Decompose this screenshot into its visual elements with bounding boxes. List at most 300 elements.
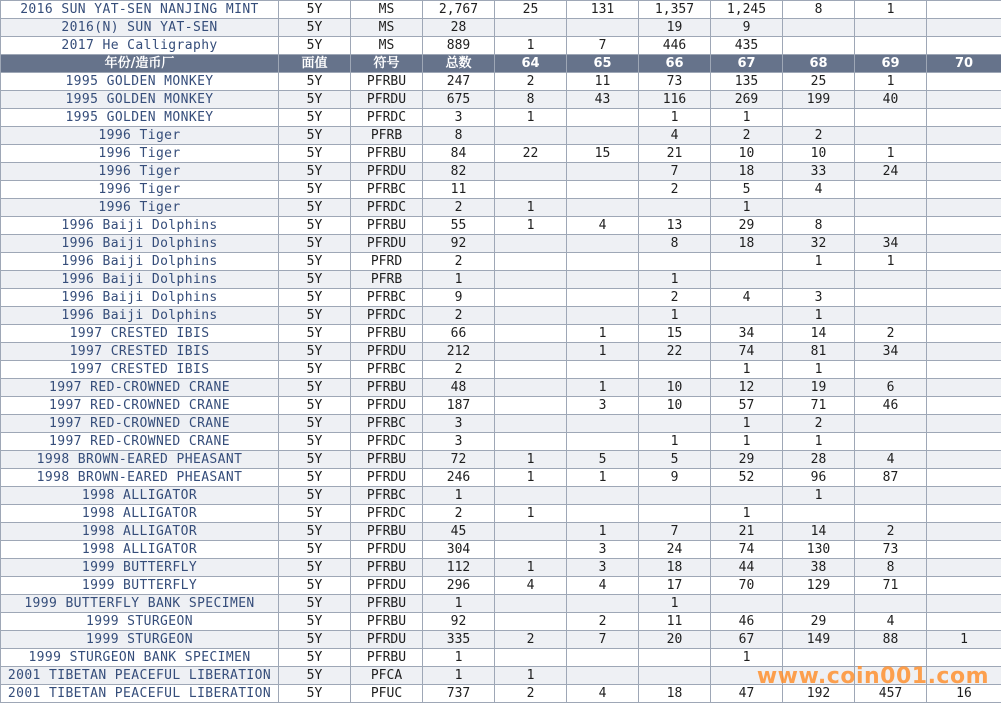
cell-grade-67 [711, 487, 783, 505]
cell-year-mint: 1998 ALLIGATOR [1, 523, 279, 541]
cell-grade-64 [495, 127, 567, 145]
cell-symbol: PFRDU [351, 235, 423, 253]
cell-grade-65: 7 [567, 37, 639, 55]
cell-grade-64 [495, 307, 567, 325]
cell-symbol: PFRD [351, 253, 423, 271]
cell-grade-69 [855, 181, 927, 199]
cell-grade-67: 74 [711, 541, 783, 559]
table-row [1, 433, 1001, 451]
cell-denomination: 5Y [279, 289, 351, 307]
cell-grade-64: 22 [495, 145, 567, 163]
cell-grade-69: 1 [855, 253, 927, 271]
cell-grade-66: 11 [639, 613, 711, 631]
cell-grade-70 [927, 505, 1001, 523]
cell-denomination: 5Y [279, 469, 351, 487]
cell-total: 2 [423, 307, 495, 325]
cell-total: 2 [423, 361, 495, 379]
table-row [1, 271, 1001, 289]
cell-denomination: 5Y [279, 109, 351, 127]
cell-grade-64: 1 [495, 37, 567, 55]
cell-grade-69: 73 [855, 541, 927, 559]
cell-year-mint: 1996 Baiji Dolphins [1, 217, 279, 235]
cell-symbol: PFRDU [351, 343, 423, 361]
cell-grade-70 [927, 595, 1001, 613]
cell-total: 737 [423, 685, 495, 703]
cell-year-mint: 1999 BUTTERFLY BANK SPECIMEN [1, 595, 279, 613]
cell-grade-65 [567, 19, 639, 37]
cell-grade-67: 12 [711, 379, 783, 397]
cell-grade-68: 38 [783, 559, 855, 577]
cell-grade-66: 15 [639, 325, 711, 343]
cell-grade-67: 1,245 [711, 1, 783, 19]
cell-denomination: 5Y [279, 91, 351, 109]
cell-grade-66: 1 [639, 595, 711, 613]
cell-year-mint: 1999 BUTTERFLY [1, 577, 279, 595]
cell-grade-69 [855, 217, 927, 235]
cell-grade-65: 15 [567, 145, 639, 163]
cell-grade-65 [567, 595, 639, 613]
cell-grade-67 [711, 595, 783, 613]
table-row [1, 469, 1001, 487]
header-cell-grade-65: 65 [567, 55, 639, 73]
cell-denomination: 5Y [279, 37, 351, 55]
cell-grade-67: 70 [711, 577, 783, 595]
cell-total: 84 [423, 145, 495, 163]
cell-grade-68: 19 [783, 379, 855, 397]
cell-total: 212 [423, 343, 495, 361]
table-row [1, 505, 1001, 523]
cell-symbol: MS [351, 1, 423, 19]
cell-grade-69 [855, 361, 927, 379]
cell-year-mint: 1997 RED-CROWNED CRANE [1, 379, 279, 397]
cell-grade-67: 1 [711, 505, 783, 523]
site-watermark: www.coin001.com [756, 664, 989, 689]
cell-grade-69: 4 [855, 451, 927, 469]
cell-grade-68: 1 [783, 487, 855, 505]
cell-grade-65: 43 [567, 91, 639, 109]
cell-grade-68 [783, 595, 855, 613]
cell-grade-67: 1 [711, 649, 783, 667]
cell-grade-64 [495, 235, 567, 253]
cell-total: 1 [423, 487, 495, 505]
table-row [1, 73, 1001, 91]
cell-year-mint: 1996 Baiji Dolphins [1, 271, 279, 289]
cell-grade-68: 8 [783, 217, 855, 235]
table-row [1, 181, 1001, 199]
cell-grade-65 [567, 667, 639, 685]
cell-grade-70 [927, 397, 1001, 415]
header-cell-grade-70: 70 [927, 55, 1001, 73]
cell-grade-65 [567, 415, 639, 433]
cell-grade-69 [855, 289, 927, 307]
cell-denomination: 5Y [279, 307, 351, 325]
cell-grade-70 [927, 523, 1001, 541]
cell-grade-69: 34 [855, 343, 927, 361]
cell-grade-68: 81 [783, 343, 855, 361]
cell-grade-68: 129 [783, 577, 855, 595]
cell-grade-68 [783, 37, 855, 55]
cell-total: 45 [423, 523, 495, 541]
cell-grade-70 [927, 451, 1001, 469]
cell-grade-70 [927, 289, 1001, 307]
cell-grade-70 [927, 235, 1001, 253]
cell-denomination: 5Y [279, 199, 351, 217]
cell-grade-67: 67 [711, 631, 783, 649]
cell-grade-65 [567, 487, 639, 505]
cell-symbol: MS [351, 37, 423, 55]
cell-year-mint: 1998 BROWN-EARED PHEASANT [1, 451, 279, 469]
cell-symbol: MS [351, 19, 423, 37]
cell-denomination: 5Y [279, 631, 351, 649]
cell-grade-67 [711, 271, 783, 289]
cell-grade-68: 3 [783, 289, 855, 307]
cell-denomination: 5Y [279, 613, 351, 631]
cell-grade-64: 4 [495, 577, 567, 595]
table-row [1, 379, 1001, 397]
cell-symbol: PFRBC [351, 181, 423, 199]
cell-grade-66: 13 [639, 217, 711, 235]
cell-symbol: PFRBU [351, 73, 423, 91]
cell-grade-69 [855, 127, 927, 145]
cell-grade-69: 88 [855, 631, 927, 649]
cell-symbol: PFRDU [351, 91, 423, 109]
cell-grade-66 [639, 361, 711, 379]
cell-grade-66: 1 [639, 307, 711, 325]
table-row [1, 289, 1001, 307]
cell-grade-70 [927, 217, 1001, 235]
cell-grade-66: 17 [639, 577, 711, 595]
cell-grade-67: 5 [711, 181, 783, 199]
header-cell-symbol: 符号 [351, 55, 423, 73]
cell-grade-69: 34 [855, 235, 927, 253]
cell-year-mint: 1997 RED-CROWNED CRANE [1, 397, 279, 415]
cell-grade-65: 1 [567, 325, 639, 343]
cell-denomination: 5Y [279, 271, 351, 289]
cell-grade-64 [495, 379, 567, 397]
cell-symbol: PFUC [351, 685, 423, 703]
cell-grade-64 [495, 541, 567, 559]
cell-grade-66: 446 [639, 37, 711, 55]
cell-denomination: 5Y [279, 379, 351, 397]
cell-grade-68: 2 [783, 127, 855, 145]
cell-grade-67: 1 [711, 199, 783, 217]
cell-grade-65: 131 [567, 1, 639, 19]
cell-grade-69: 1 [855, 1, 927, 19]
cell-grade-64 [495, 649, 567, 667]
cell-grade-65 [567, 127, 639, 145]
cell-grade-65: 1 [567, 469, 639, 487]
cell-grade-70 [927, 181, 1001, 199]
cell-grade-66: 4 [639, 127, 711, 145]
cell-grade-69 [855, 271, 927, 289]
cell-grade-64: 1 [495, 469, 567, 487]
cell-year-mint: 1996 Tiger [1, 163, 279, 181]
cell-denomination: 5Y [279, 181, 351, 199]
cell-total: 72 [423, 451, 495, 469]
cell-year-mint: 1998 ALLIGATOR [1, 541, 279, 559]
cell-grade-69: 6 [855, 379, 927, 397]
cell-grade-66 [639, 415, 711, 433]
table-row [1, 109, 1001, 127]
table-row [1, 361, 1001, 379]
cell-total: 28 [423, 19, 495, 37]
cell-grade-67: 1 [711, 433, 783, 451]
table-row [1, 595, 1001, 613]
cell-grade-69 [855, 199, 927, 217]
cell-grade-69: 71 [855, 577, 927, 595]
cell-total: 889 [423, 37, 495, 55]
cell-grade-66 [639, 199, 711, 217]
cell-grade-70 [927, 127, 1001, 145]
cell-grade-68: 1 [783, 361, 855, 379]
cell-grade-67: 9 [711, 19, 783, 37]
cell-denomination: 5Y [279, 73, 351, 91]
cell-grade-70 [927, 163, 1001, 181]
cell-grade-70: 1 [927, 631, 1001, 649]
cell-symbol: PFRB [351, 271, 423, 289]
cell-year-mint: 2017 He Calligraphy [1, 37, 279, 55]
cell-grade-70 [927, 91, 1001, 109]
cell-year-mint: 1996 Baiji Dolphins [1, 253, 279, 271]
cell-grade-69 [855, 19, 927, 37]
cell-grade-66: 5 [639, 451, 711, 469]
cell-year-mint: 1996 Baiji Dolphins [1, 235, 279, 253]
cell-grade-68 [783, 19, 855, 37]
cell-symbol: PFRDC [351, 199, 423, 217]
cell-grade-67 [711, 307, 783, 325]
cell-grade-66: 19 [639, 19, 711, 37]
cell-total: 11 [423, 181, 495, 199]
cell-symbol: PFRBU [351, 595, 423, 613]
cell-grade-65 [567, 649, 639, 667]
cell-total: 82 [423, 163, 495, 181]
cell-total: 9 [423, 289, 495, 307]
cell-year-mint: 1997 RED-CROWNED CRANE [1, 415, 279, 433]
cell-denomination: 5Y [279, 253, 351, 271]
cell-total: 2,767 [423, 1, 495, 19]
cell-grade-64 [495, 433, 567, 451]
cell-year-mint: 1996 Tiger [1, 181, 279, 199]
cell-grade-64 [495, 487, 567, 505]
table-row [1, 307, 1001, 325]
header-cell-total: 总数 [423, 55, 495, 73]
cell-grade-68: 1 [783, 307, 855, 325]
cell-grade-64 [495, 361, 567, 379]
cell-denomination: 5Y [279, 577, 351, 595]
cell-grade-65 [567, 163, 639, 181]
cell-grade-69 [855, 307, 927, 325]
cell-denomination: 5Y [279, 595, 351, 613]
cell-grade-66: 73 [639, 73, 711, 91]
cell-grade-69: 1 [855, 145, 927, 163]
cell-grade-67: 34 [711, 325, 783, 343]
cell-grade-67: 74 [711, 343, 783, 361]
cell-grade-69 [855, 433, 927, 451]
table-row [1, 253, 1001, 271]
cell-denomination: 5Y [279, 523, 351, 541]
cell-denomination: 5Y [279, 397, 351, 415]
cell-grade-65: 4 [567, 685, 639, 703]
cell-grade-66: 10 [639, 379, 711, 397]
cell-grade-66 [639, 649, 711, 667]
cell-grade-65 [567, 235, 639, 253]
cell-symbol: PFRB [351, 127, 423, 145]
cell-grade-70 [927, 19, 1001, 37]
cell-grade-68: 14 [783, 325, 855, 343]
cell-year-mint: 1999 STURGEON [1, 613, 279, 631]
table-row [1, 541, 1001, 559]
cell-grade-70 [927, 73, 1001, 91]
cell-year-mint: 1995 GOLDEN MONKEY [1, 73, 279, 91]
cell-total: 2 [423, 253, 495, 271]
cell-grade-67: 135 [711, 73, 783, 91]
cell-grade-70 [927, 361, 1001, 379]
cell-grade-67: 44 [711, 559, 783, 577]
cell-grade-68: 71 [783, 397, 855, 415]
cell-denomination: 5Y [279, 19, 351, 37]
cell-grade-68: 1 [783, 433, 855, 451]
cell-total: 112 [423, 559, 495, 577]
cell-symbol: PFRDU [351, 577, 423, 595]
cell-grade-67: 57 [711, 397, 783, 415]
cell-grade-70 [927, 433, 1001, 451]
cell-grade-64 [495, 271, 567, 289]
cell-symbol: PFRBU [351, 559, 423, 577]
cell-grade-66 [639, 505, 711, 523]
cell-grade-64: 1 [495, 505, 567, 523]
cell-denomination: 5Y [279, 685, 351, 703]
cell-total: 48 [423, 379, 495, 397]
table-row [1, 19, 1001, 37]
cell-grade-70 [927, 343, 1001, 361]
cell-total: 92 [423, 235, 495, 253]
cell-grade-69 [855, 415, 927, 433]
table-row [1, 235, 1001, 253]
table-row [1, 487, 1001, 505]
cell-grade-70 [927, 577, 1001, 595]
cell-grade-65: 5 [567, 451, 639, 469]
table-row [1, 451, 1001, 469]
cell-grade-64 [495, 289, 567, 307]
cell-grade-66: 20 [639, 631, 711, 649]
cell-grade-66: 7 [639, 523, 711, 541]
header-cell-denomination: 面值 [279, 55, 351, 73]
cell-grade-64 [495, 19, 567, 37]
cell-grade-69 [855, 487, 927, 505]
cell-grade-69 [855, 109, 927, 127]
table-row [1, 217, 1001, 235]
cell-grade-69 [855, 37, 927, 55]
cell-symbol: PFRBC [351, 361, 423, 379]
cell-year-mint: 1995 GOLDEN MONKEY [1, 91, 279, 109]
cell-grade-66: 2 [639, 181, 711, 199]
cell-grade-70 [927, 325, 1001, 343]
header-row [1, 55, 1001, 73]
cell-grade-65 [567, 181, 639, 199]
header-cell-grade-68: 68 [783, 55, 855, 73]
cell-grade-68: 1 [783, 253, 855, 271]
cell-grade-64: 1 [495, 451, 567, 469]
table-body [1, 1, 1001, 703]
cell-grade-66: 1 [639, 109, 711, 127]
cell-grade-64 [495, 595, 567, 613]
cell-grade-65: 3 [567, 559, 639, 577]
cell-total: 247 [423, 73, 495, 91]
cell-grade-70 [927, 253, 1001, 271]
cell-year-mint: 1996 Baiji Dolphins [1, 289, 279, 307]
table-row [1, 415, 1001, 433]
cell-grade-69: 8 [855, 559, 927, 577]
table-row [1, 397, 1001, 415]
cell-grade-64: 2 [495, 73, 567, 91]
cell-grade-70 [927, 307, 1001, 325]
cell-symbol: PFRDC [351, 433, 423, 451]
cell-grade-68: 25 [783, 73, 855, 91]
table-row [1, 199, 1001, 217]
cell-grade-69: 457 [855, 685, 927, 703]
cell-denomination: 5Y [279, 235, 351, 253]
table-row [1, 127, 1001, 145]
table-row [1, 145, 1001, 163]
cell-grade-65 [567, 307, 639, 325]
table-row [1, 613, 1001, 631]
header-cell-grade-64: 64 [495, 55, 567, 73]
cell-year-mint: 1996 Baiji Dolphins [1, 307, 279, 325]
cell-grade-67: 435 [711, 37, 783, 55]
cell-year-mint: 1998 ALLIGATOR [1, 487, 279, 505]
cell-total: 1 [423, 667, 495, 685]
cell-denomination: 5Y [279, 127, 351, 145]
cell-year-mint: 1995 GOLDEN MONKEY [1, 109, 279, 127]
cell-grade-66 [639, 253, 711, 271]
cell-grade-64: 8 [495, 91, 567, 109]
cell-grade-67: 269 [711, 91, 783, 109]
cell-denomination: 5Y [279, 451, 351, 469]
table-row [1, 577, 1001, 595]
cell-grade-66: 1 [639, 271, 711, 289]
cell-grade-66: 1 [639, 433, 711, 451]
cell-denomination: 5Y [279, 163, 351, 181]
cell-year-mint: 1996 Tiger [1, 127, 279, 145]
cell-grade-66 [639, 667, 711, 685]
cell-grade-68 [783, 109, 855, 127]
cell-grade-67: 18 [711, 235, 783, 253]
cell-grade-65 [567, 505, 639, 523]
cell-grade-67: 1 [711, 361, 783, 379]
cell-grade-69: 40 [855, 91, 927, 109]
header-cell-grade-67: 67 [711, 55, 783, 73]
cell-grade-68: 8 [783, 1, 855, 19]
cell-grade-66: 24 [639, 541, 711, 559]
cell-total: 304 [423, 541, 495, 559]
cell-grade-68: 4 [783, 181, 855, 199]
cell-total: 3 [423, 415, 495, 433]
cell-symbol: PFRDC [351, 307, 423, 325]
cell-grade-67: 10 [711, 145, 783, 163]
cell-symbol: PFRDU [351, 631, 423, 649]
cell-grade-68: 32 [783, 235, 855, 253]
cell-year-mint: 1998 ALLIGATOR [1, 505, 279, 523]
cell-grade-64 [495, 613, 567, 631]
cell-grade-67: 46 [711, 613, 783, 631]
cell-grade-70 [927, 487, 1001, 505]
header-cell-year-mint: 年份/造币厂 [1, 55, 279, 73]
cell-grade-64: 2 [495, 631, 567, 649]
cell-grade-67: 1 [711, 109, 783, 127]
header-cell-grade-69: 69 [855, 55, 927, 73]
cell-year-mint: 1998 BROWN-EARED PHEASANT [1, 469, 279, 487]
cell-grade-64: 2 [495, 685, 567, 703]
